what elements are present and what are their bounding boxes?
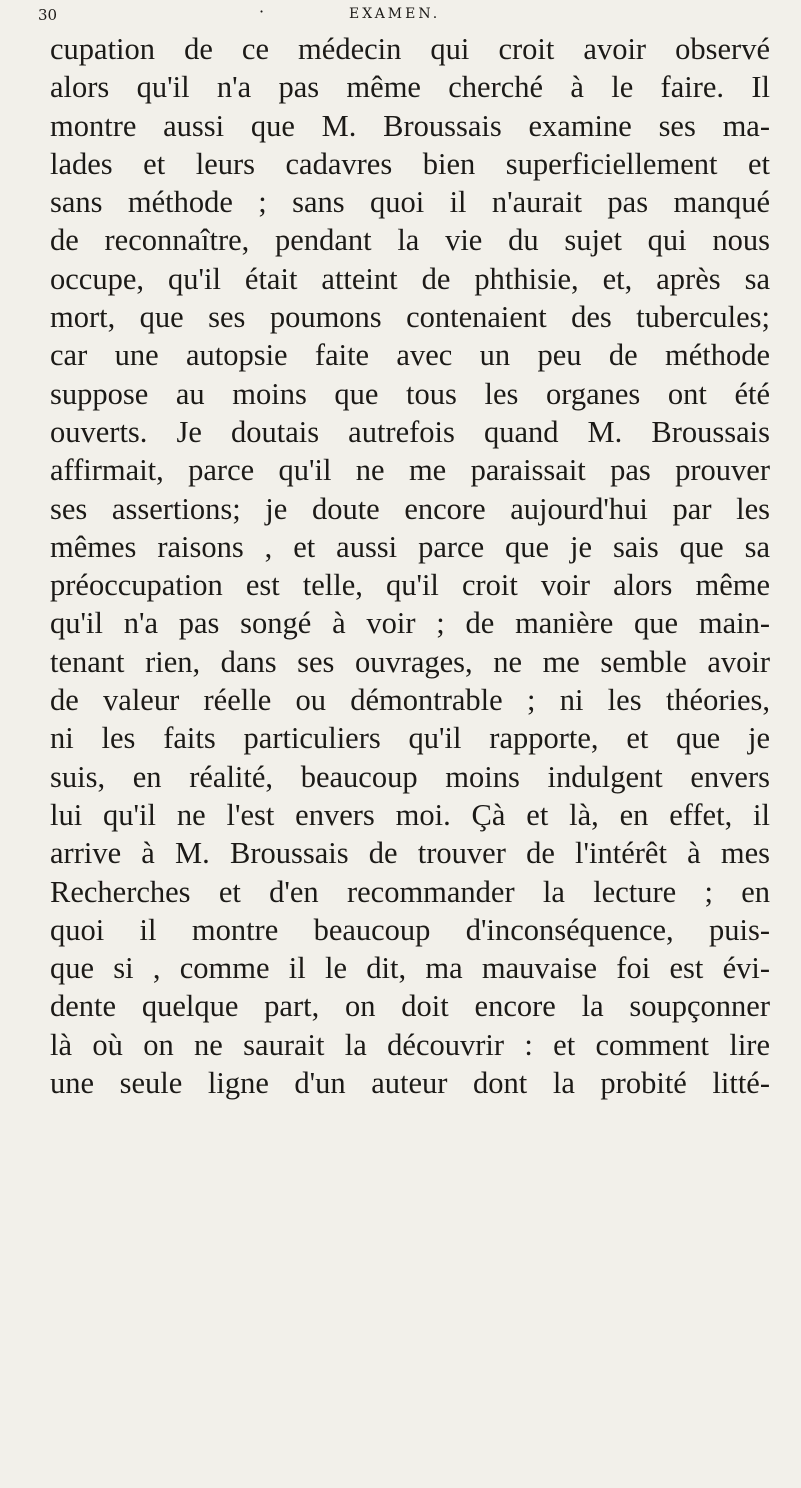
text-line: car une autopsie faite avec un peu de méthode xyxy=(50,338,770,373)
text-line: ouverts. Je doutais autrefois quand M. Broussais xyxy=(50,414,770,449)
running-head xyxy=(38,2,718,28)
text-line: de reconnaître, pendant la vie du sujet qui nous xyxy=(50,223,770,258)
body-text xyxy=(50,30,770,1102)
text-line: qu'il n'a pas songé à voir ; de manière que main- xyxy=(50,606,770,641)
text-line: occupe, qu'il était atteint de phthisie, et, après sa xyxy=(50,261,770,296)
text-line: suppose au moins que tous les organes ont été xyxy=(50,376,770,411)
text-line: suis, en réalité, beaucoup moins indulgent envers xyxy=(50,759,770,794)
running-title: EXAMEN. xyxy=(349,6,441,22)
text-line: de valeur réelle ou démontrable ; ni les théories, xyxy=(50,683,770,718)
text-line: mêmes raisons , et aussi parce que je sais que sa xyxy=(50,529,770,564)
text-line: préoccupation est telle, qu'il croit voir alors même xyxy=(50,568,770,603)
text-line: tenant rien, dans ses ouvrages, ne me semble avoir xyxy=(50,644,770,679)
text-line: affirmait, parce qu'il ne me paraissait pas prouver xyxy=(50,453,770,488)
page-number: 30 xyxy=(38,6,58,24)
text-line: alors qu'il n'a pas même cherché à le faire. Il xyxy=(50,70,770,105)
text-line: lades et leurs cadavres bien superficiellement et xyxy=(50,146,770,181)
text-line: arrive à M. Broussais de trouver de l'intérêt à mes xyxy=(50,836,770,871)
text-line: montre aussi que M. Broussais examine ses ma- xyxy=(50,108,770,143)
text-line: mort, que ses poumons contenaient des tubercules; xyxy=(50,300,770,335)
text-line: cupation de ce médecin qui croit avoir observé xyxy=(50,32,770,66)
text-line: ses assertions; je doute encore aujourd'hui par les xyxy=(50,491,770,526)
text-line: une seule ligne d'un auteur dont la probité litté- xyxy=(50,1066,770,1101)
header-dot: · xyxy=(259,2,265,21)
text-line: Recherches et d'en recommander la lecture ; en xyxy=(50,874,770,909)
text-line: là où on ne saurait la découvrir : et comment lire xyxy=(50,1027,770,1062)
text-line: lui qu'il ne l'est envers moi. Çà et là, en effet, il xyxy=(50,797,770,832)
text-line: dente quelque part, on doit encore la soupçonner xyxy=(50,989,770,1024)
text-line: sans méthode ; sans quoi il n'aurait pas manqué xyxy=(50,185,770,220)
text-line: que si , comme il le dit, ma mauvaise foi est évi- xyxy=(50,951,770,986)
text-line: quoi il montre beaucoup d'inconséquence, puis- xyxy=(50,912,770,947)
text-line: ni les faits particuliers qu'il rapporte, et que je xyxy=(50,721,770,756)
